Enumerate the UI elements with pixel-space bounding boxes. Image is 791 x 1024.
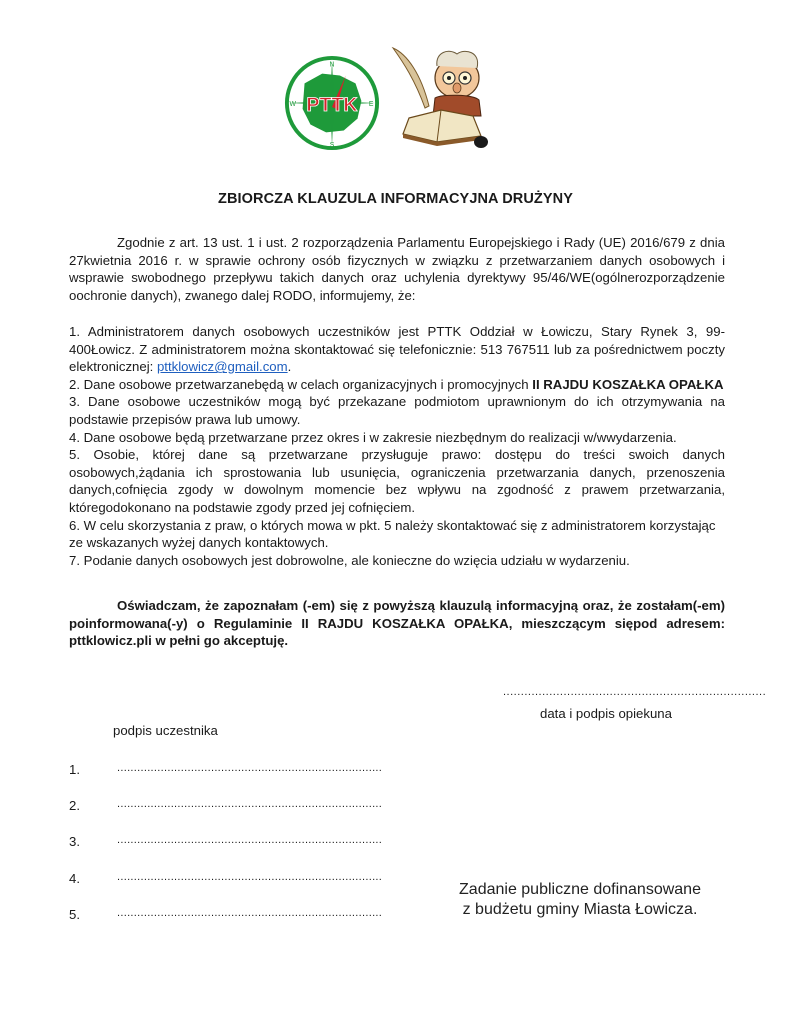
list-item-2: 2. Dane osobowe przetwarzanebędą w celach organizacyjnych i promocyjnych II RAJDU KOSZAŁKA OPAŁKA (69, 376, 724, 392)
funding-line-2: z budżetu gminy Miasta Łowicza. (462, 901, 698, 918)
pttk-logo-text: PTTK (306, 93, 358, 116)
list-item-3: 3. Dane osobowe uczestników mogą być przekazane podmiotom uprawnionym do ich otrzymywania na podstawie przepisów prawa lub umowy. (69, 394, 725, 427)
svg-text:W: W (289, 100, 297, 108)
intro-paragraph: Zgodnie z art. 13 ust. 1 i ust. 2 rozporządzenia Parlamentu Europejskiego i Rady (UE) 2016/679 z dnia 27kwietnia 2016 r. w sprawie ochrony osób fizycznych w związku z przetwarzaniem danych osobowych i wsprawie swobodnego przepływu takich danych oraz uchylenia dyrektywy 95/46/WE(ogólnerozporządzenie oochronie danych), zwanego dalej RODO, informujemy, że: (69, 235, 725, 303)
participant-signature-label: podpis uczestnika (113, 723, 218, 738)
signature-line[interactable]: ............................................................................... (117, 834, 383, 846)
funding-line-1: Zadanie publiczne dofinansowane (459, 881, 701, 898)
row-number: 2. (69, 798, 80, 813)
list-item-7: 7. Podanie danych osobowych jest dobrowolne, ale konieczne do wzięcia udziału w wydarzeniu. (69, 552, 630, 568)
information-list (69, 323, 725, 569)
svg-text:N: N (329, 61, 335, 69)
email-link[interactable]: pttklowicz@gmail.com (156, 359, 288, 375)
signature-line[interactable]: ............................................................................... (117, 871, 383, 883)
list-item-6: 6. W celu skorzystania z praw, o których mowa w pkt. 5 należy skontaktować się z administratorem korzystając ze wskazanych wyżej danych kontaktowych. (69, 517, 716, 551)
row-number: 3. (69, 834, 80, 849)
row-number: 1. (69, 762, 80, 777)
document-title: ZBIORCZA KLAUZULA INFORMACYJNA DRUŻYNY (218, 191, 573, 207)
pttk-logo (283, 54, 381, 152)
header-logos (0, 44, 791, 154)
signature-line[interactable]: ............................................................................... (117, 907, 383, 919)
list-item-5: 5. Osobie, której dane są przetwarzane przysługuje prawo: dostępu do treści swoich danych osobowych,żądania ich sprostowania lub usunięcia, ograniczenia przetwarzania danych, przenoszenia danych,cofnięcia zgody w dowolnym momencie bez wpływu na zgodność z prawem przetwarzania, któregodokonano na podstawie zgody przed jej cofnięciem. (69, 447, 725, 515)
signature-line[interactable]: ............................................................................... (117, 762, 383, 774)
declaration-paragraph: Oświadczam, że zapoznałam (-em) się z powyższą klauzulą informacyjną oraz, że zostałam(-em) poinformowana(-y) o Regulaminie II RAJDU KOSZAŁKA OPAŁKA, mieszczącym siępod adresem: pttklowicz.pli w pełni go akceptuję. (69, 598, 725, 649)
koszalek-mascot-illustration (385, 44, 495, 154)
svg-text:E: E (368, 100, 374, 108)
signature-line[interactable]: ............................................................................... (117, 798, 383, 810)
row-number: 5. (69, 907, 80, 922)
list-item-1: 1. Administratorem danych osobowych uczestników jest PTTK Oddział w Łowiczu, Stary Rynek 3, 99-400Łowicz. Z administratorem można skontaktować się telefonicznie: 513 767511 lub za pośrednictwem poczty elektronicznej: pttklowicz@gmail.com. (69, 324, 725, 375)
guardian-signature-label: data i podpis opiekuna (540, 706, 672, 721)
row-number: 4. (69, 871, 80, 886)
svg-text:S: S (329, 142, 335, 150)
event-name: II RAJDU KOSZAŁKA OPAŁKA (532, 376, 724, 392)
guardian-signature-line[interactable]: .......................................................................... (503, 686, 767, 698)
funding-note (440, 880, 720, 920)
list-item-4: 4. Dane osobowe będą przetwarzane przez okres i w zakresie niezbędnym do realizacji w/wwydarzenia. (69, 429, 677, 445)
